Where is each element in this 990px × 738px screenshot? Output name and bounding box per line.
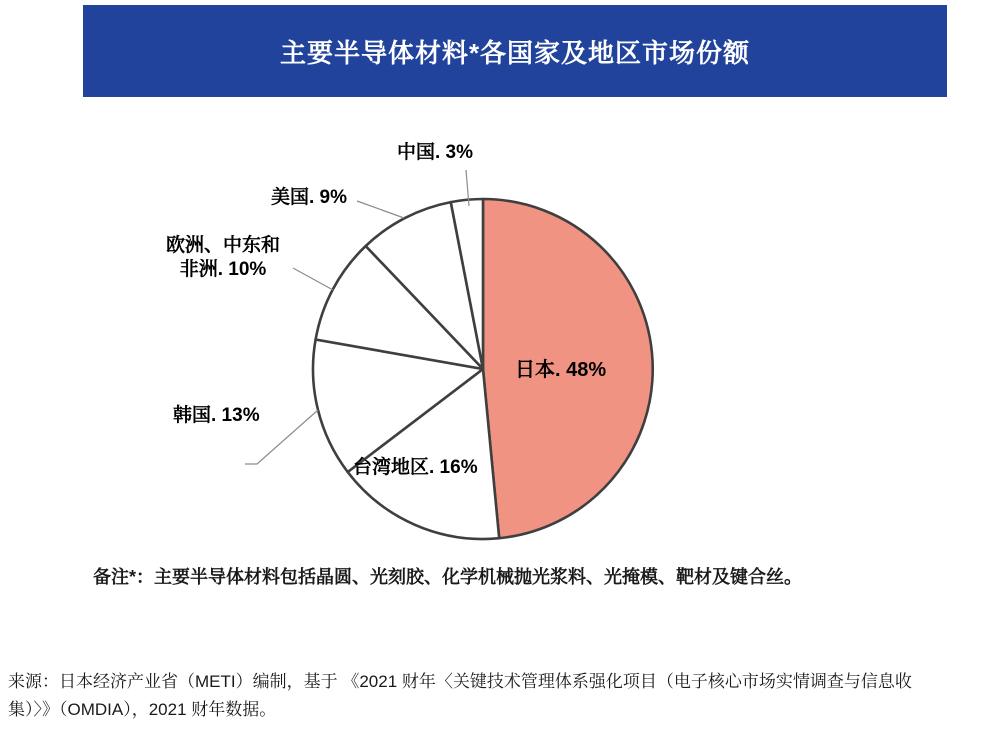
pie-label-taiwan: 台湾地区. 16%	[353, 457, 478, 478]
pie-label-china: 中国. 3%	[397, 142, 474, 163]
leader-line-emea	[293, 268, 333, 290]
pie-label-emea-line1: 欧洲、中东和	[165, 235, 280, 256]
source-line-2: 集）〉》（OMDIA），2021 财年数据。	[8, 700, 277, 719]
pie-label-emea-line2: 非洲. 10%	[179, 259, 267, 280]
pie-label-emea	[152, 234, 294, 282]
source-line-1: 来源：日本经济产业省（METI）编制，基于 《2021 财年〈关键技术管理体系强化项目（电子核心市场实情调查与信息收	[8, 672, 912, 691]
pie-label-japan: 日本. 48%	[515, 359, 607, 381]
source-citation	[8, 668, 986, 724]
pie-label-korea: 韩国. 13%	[173, 405, 260, 426]
leader-line-usa	[357, 201, 404, 218]
page-title: 主要半导体材料*各国家及地区市场份额	[279, 37, 751, 68]
pie-label-usa: 美国. 9%	[271, 187, 348, 208]
footnote: 备注*：主要半导体材料包括晶圆、光刻胶、化学机械抛光浆料、光掩模、靶材及键合丝。	[93, 567, 803, 587]
